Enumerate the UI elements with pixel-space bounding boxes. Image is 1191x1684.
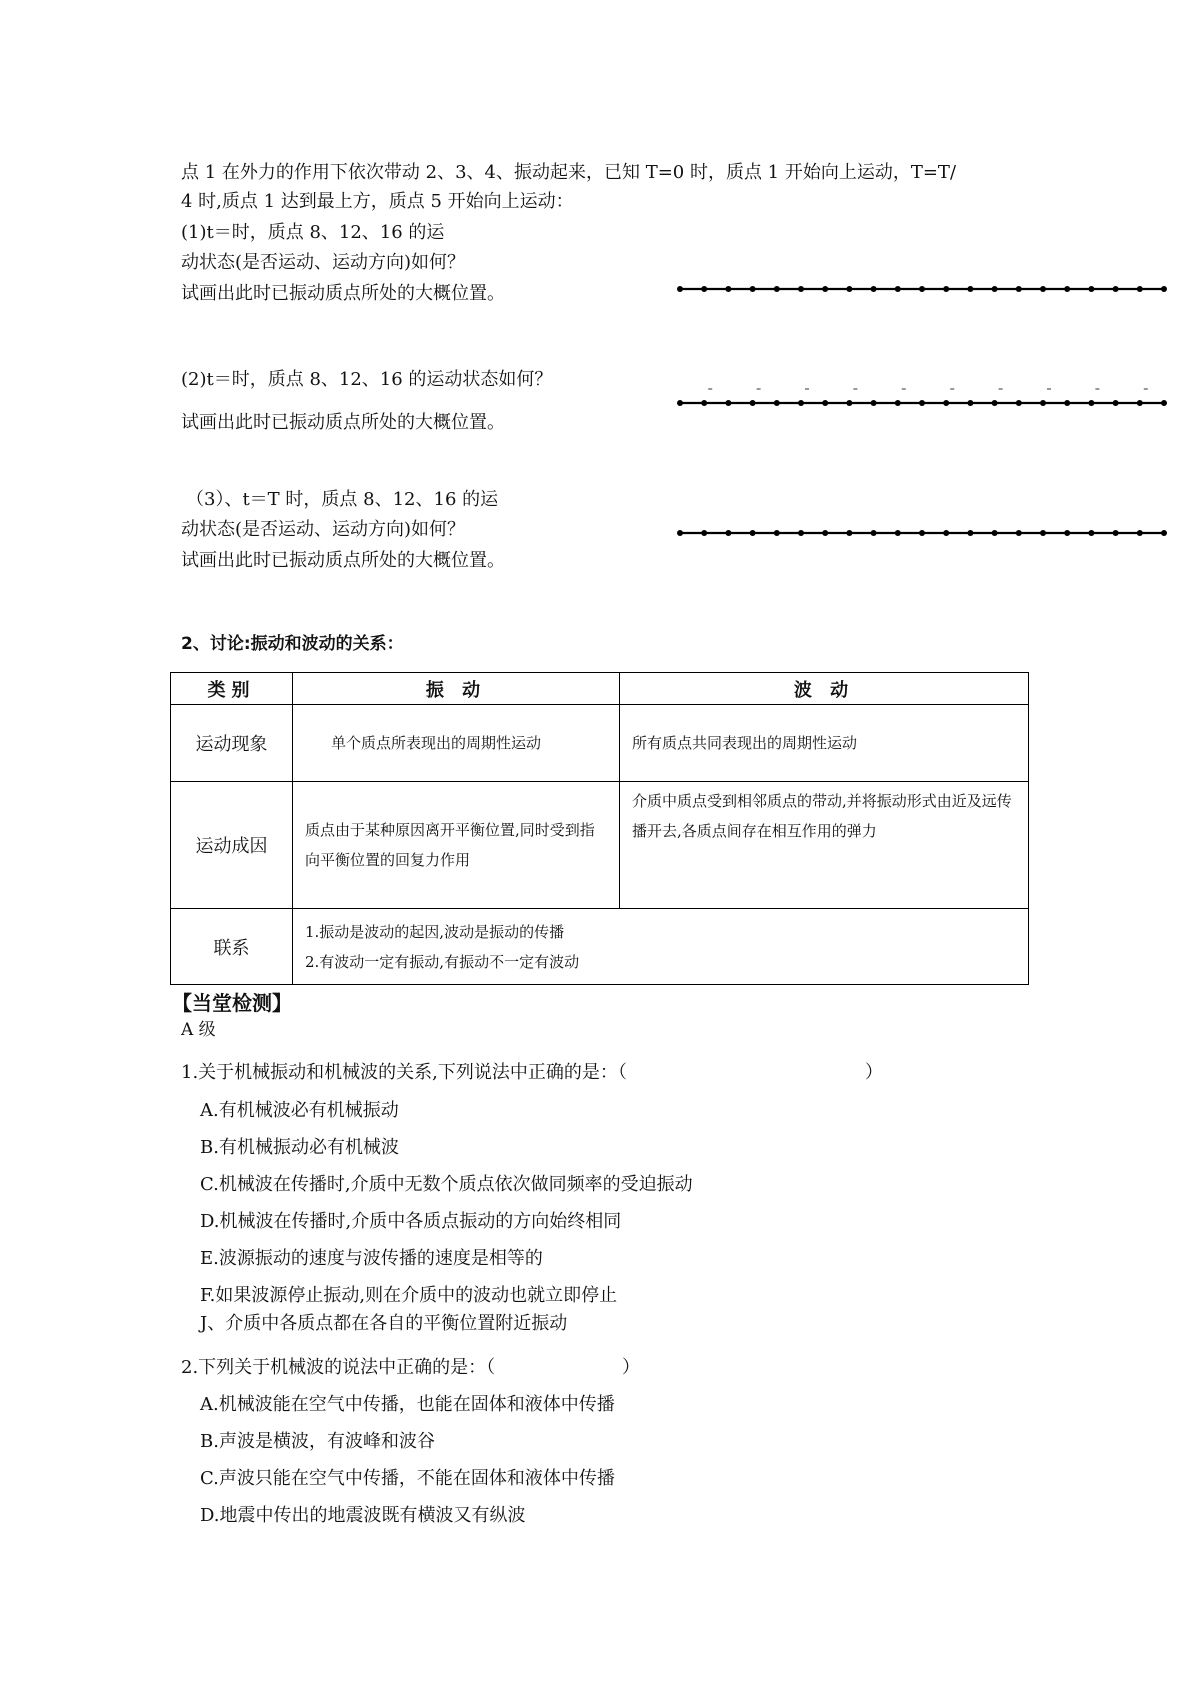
particle-dot [1137, 400, 1143, 406]
particle-dot [846, 530, 852, 536]
row-label-phenomenon: 运动现象 [171, 705, 293, 782]
particle-dot [677, 286, 683, 292]
particle-dot [1064, 286, 1070, 292]
cell-wave-phenomenon: 所有质点共同表现出的周期性运动 [620, 705, 1029, 782]
particle-dot [1040, 286, 1046, 292]
particle-dot [774, 286, 780, 292]
particle-dot [895, 530, 901, 536]
test-heading: 【当堂检测】 [172, 991, 292, 1015]
particle-dot [725, 400, 731, 406]
table-header-row [171, 673, 1029, 705]
particle-dot [677, 400, 683, 406]
particle-dot [943, 286, 949, 292]
row-label-cause: 运动成因 [171, 782, 293, 909]
table-row [171, 909, 1029, 985]
test-q1-stem: 1.关于机械振动和机械波的关系,下列说法中正确的是：（ [181, 1062, 627, 1083]
particle-dot [1161, 530, 1167, 536]
particle-dot [1113, 530, 1119, 536]
particle-dot [1088, 530, 1094, 536]
particle-dot [895, 400, 901, 406]
q3-line-2: 动状态(是否运动、运动方向)如何？ [181, 519, 466, 540]
relation-line-2: 2.有波动一定有振动,有振动不一定有波动 [305, 952, 580, 971]
particle-dot [798, 286, 804, 292]
test-level: A 级 [181, 1020, 216, 1040]
particle-dot [967, 530, 973, 536]
particle-dot [774, 530, 780, 536]
particle-dot [798, 400, 804, 406]
discussion-heading: 2、讨论:振动和波动的关系： [181, 634, 404, 654]
particle-dot [895, 286, 901, 292]
test-q2-option-c: C.声波只能在空气中传播，不能在固体和液体中传播 [200, 1468, 615, 1489]
test-q2-close: ） [622, 1357, 640, 1378]
particle-dot [919, 530, 925, 536]
cell-vibration-cause: 质点由于某种原因离开平衡位置,同时受到指向平衡位置的回复力作用 [293, 782, 620, 909]
particle-dot [1113, 400, 1119, 406]
test-q1-option-d: D.机械波在传播时,介质中各质点振动的方向始终相同 [200, 1211, 622, 1232]
particle-dot [1016, 400, 1022, 406]
q2-line-2: 试画出此时已振动质点所处的大概位置。 [181, 412, 505, 433]
particle-dot [822, 400, 828, 406]
particle-dot [750, 400, 756, 406]
q2-line-1: (2)t＝时，质点 8、12、16 的运动状态如何？ [181, 369, 553, 390]
particle-dot [919, 286, 925, 292]
header-category: 类别 [171, 673, 293, 705]
comparison-table [170, 672, 1029, 985]
test-q2-option-b: B.声波是横波，有波峰和波谷 [200, 1431, 435, 1452]
intro-line-2: 4 时,质点 1 达到最上方，质点 5 开始向上运动： [181, 191, 574, 212]
particle-dot [967, 400, 973, 406]
particle-dot [774, 400, 780, 406]
intro-line-1: 点 1 在外力的作用下依次带动 2、3、4、振动起来，已知 T=0 时，质点 1 开始向上运动，T=T/ [181, 162, 957, 183]
test-q1-option-f: F.如果波源停止振动,则在介质中的波动也就立即停止 [200, 1285, 618, 1306]
test-q1-option-c: C.机械波在传播时,介质中无数个质点依次做同频率的受迫振动 [200, 1174, 693, 1195]
test-q1-option-j: J、介质中各质点都在各自的平衡位置附近振动 [200, 1313, 568, 1334]
particle-dot [1137, 530, 1143, 536]
particle-dot [750, 530, 756, 536]
particle-dot [919, 400, 925, 406]
test-q2-stem: 2.下列关于机械波的说法中正确的是：（ [181, 1357, 496, 1378]
particle-dot [725, 530, 731, 536]
test-q1-option-a: A.有机械波必有机械振动 [200, 1100, 399, 1121]
table-row [171, 782, 1029, 909]
particle-dot [1161, 286, 1167, 292]
particle-dot [943, 530, 949, 536]
particle-dot [822, 530, 828, 536]
table-row [171, 705, 1029, 782]
test-q1-close: ） [865, 1062, 883, 1083]
header-vibration: 振 动 [293, 673, 620, 705]
particle-dot [1161, 400, 1167, 406]
q1-line-1: (1)t＝时，质点 8、12、16 的运 [181, 222, 445, 243]
particle-dot [1016, 530, 1022, 536]
test-q1-option-b: B.有机械振动必有机械波 [200, 1137, 399, 1158]
particle-dot [1113, 286, 1119, 292]
particle-dot [943, 400, 949, 406]
particle-dot [992, 530, 998, 536]
row-label-relation: 联系 [171, 909, 293, 985]
particle-dot [992, 400, 998, 406]
particle-dot [750, 286, 756, 292]
particle-dot [1064, 400, 1070, 406]
particle-dot [1040, 530, 1046, 536]
header-wave: 波 动 [620, 673, 1029, 705]
particle-dot [1064, 530, 1070, 536]
particle-dot [1016, 286, 1022, 292]
particle-dot [1040, 400, 1046, 406]
particle-dot [1088, 400, 1094, 406]
particle-dot [846, 400, 852, 406]
q3-line-3: 试画出此时已振动质点所处的大概位置。 [181, 550, 505, 571]
particle-dot [992, 286, 998, 292]
particle-dot [1088, 286, 1094, 292]
particle-dot [677, 530, 683, 536]
particle-dot [701, 286, 707, 292]
particle-dot [871, 286, 877, 292]
cell-vibration-phenomenon: 单个质点所表现出的周期性运动 [293, 705, 620, 782]
test-q2-option-d: D.地震中传出的地震波既有横波又有纵波 [200, 1505, 526, 1526]
test-q1-option-e: E.波源振动的速度与波传播的速度是相等的 [200, 1248, 543, 1269]
particle-dot [871, 400, 877, 406]
q1-line-2: 动状态(是否运动、运动方向)如何？ [181, 252, 466, 273]
particle-dot [725, 286, 731, 292]
particle-dot [846, 286, 852, 292]
particle-dot [967, 286, 973, 292]
particle-dot [822, 286, 828, 292]
particle-dot [871, 530, 877, 536]
particle-dot [701, 400, 707, 406]
q3-line-1: （3）、t＝T 时，质点 8、12、16 的运 [186, 489, 499, 510]
cell-relation [293, 909, 1029, 985]
particle-dot [798, 530, 804, 536]
test-q2-option-a: A.机械波能在空气中传播，也能在固体和液体中传播 [200, 1394, 615, 1415]
particle-dot [1137, 286, 1143, 292]
relation-line-1: 1.振动是波动的起因,波动是振动的传播 [305, 922, 565, 941]
particle-dot [701, 530, 707, 536]
cell-wave-cause: 介质中质点受到相邻质点的带动,并将振动形式由近及远传播开去,各质点间存在相互作用的弹力 [620, 782, 1029, 909]
q1-line-3: 试画出此时已振动质点所处的大概位置。 [181, 283, 505, 304]
